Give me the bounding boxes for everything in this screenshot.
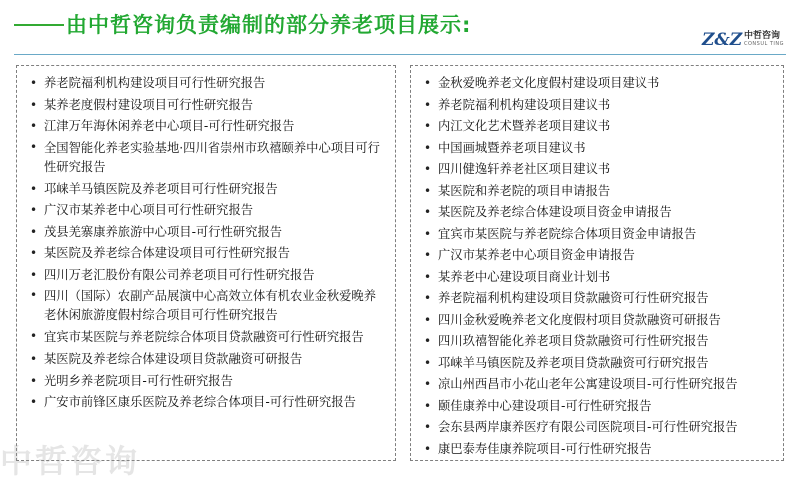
- list-item: [17, 392, 395, 414]
- list-item-label: 某养老中心建设项目商业计划书: [438, 269, 611, 284]
- list-item: [411, 73, 783, 95]
- list-item-label: 四川健逸轩养老社区项目建议书: [438, 162, 611, 176]
- bullet-icon: •: [30, 97, 38, 112]
- bullet-icon: •: [424, 398, 432, 413]
- list-item: [411, 288, 783, 310]
- list-item-label: 某医院及养老综合体建设项目可行性研究报告: [44, 246, 290, 260]
- list-item-label: 会东县两岸康养医疗有限公司医院项目-可行性研究报告: [438, 420, 738, 434]
- list-item: [17, 73, 395, 95]
- list-item: [411, 353, 783, 375]
- list-item-label: 某医院及养老综合体建设项目资金申请报告: [438, 205, 672, 219]
- list-item: [411, 396, 783, 418]
- bullet-icon: •: [30, 395, 38, 409]
- list-item-label: 养老院福利机构建设项目可行性研究报告: [44, 76, 266, 90]
- bullet-icon: •: [424, 441, 432, 456]
- bullet-icon: •: [424, 377, 432, 391]
- bullet-icon: •: [424, 226, 432, 241]
- right-project-list: [411, 66, 783, 460]
- list-item: [17, 243, 395, 265]
- list-item-label: 颐佳康养中心建设项目-可行性研究报告: [438, 398, 652, 413]
- list-item-label: 广安市前锋区康乐医院及养老综合体项目-可行性研究报告: [44, 395, 356, 409]
- bullet-icon: •: [30, 181, 38, 196]
- left-project-panel: [16, 65, 396, 461]
- list-item-label: 邛崃羊马镇医院及养老项目贷款融资可行研究报告: [438, 355, 709, 370]
- bullet-icon: •: [424, 312, 432, 327]
- list-item: [411, 267, 783, 289]
- bullet-icon: •: [30, 119, 38, 133]
- bullet-icon: •: [30, 76, 38, 90]
- company-logo: [702, 28, 785, 54]
- list-item-label: 某养老度假村建设项目可行性研究报告: [44, 97, 254, 112]
- bullet-icon: •: [30, 139, 38, 154]
- watermark-text: 中哲咨询: [0, 442, 141, 480]
- list-item: [17, 349, 395, 371]
- bullet-icon: •: [424, 97, 432, 112]
- list-item-label: 茂县羌寨康养旅游中心项目-可行性研究报告: [44, 224, 283, 239]
- bullet-icon: •: [424, 205, 432, 219]
- bullet-icon: •: [30, 203, 38, 217]
- bullet-icon: •: [30, 329, 38, 343]
- list-item-label: 四川玖禧智能化养老项目贷款融资可行性研究报告: [438, 334, 709, 348]
- list-item-label: 四川（国际）农副产品展演中心高效立体有机农业金秋爱晚养老休闲旅游度假村综合项目可行性研究报告: [44, 289, 377, 322]
- bullet-icon: •: [424, 355, 432, 370]
- bullet-icon: •: [424, 76, 432, 90]
- list-item-label: 某医院和养老院的项目申请报告: [438, 183, 611, 198]
- list-item: [411, 374, 783, 396]
- list-item: [411, 310, 783, 332]
- bullet-icon: •: [30, 352, 38, 366]
- list-item: [17, 265, 395, 287]
- bullet-icon: •: [30, 288, 38, 302]
- logo-mark: Z&Z: [702, 30, 743, 50]
- list-item-label: 康巴泰寿佳康养院项目-可行性研究报告: [438, 441, 652, 456]
- list-item-label: 宜宾市某医院与养老院综合体项目贷款融资可行性研究报告: [44, 330, 364, 344]
- list-item-label: 邛崃羊马镇医院及养老项目可行性研究报告: [44, 181, 278, 196]
- left-project-list: [17, 66, 395, 414]
- bullet-icon: •: [30, 246, 38, 260]
- list-item: [411, 181, 783, 203]
- list-item-label: 广汉市某养老中心项目可行性研究报告: [44, 203, 254, 217]
- logo-english-name: CONSUL TING: [744, 41, 785, 47]
- list-item: [411, 202, 783, 224]
- list-item: [17, 95, 395, 117]
- list-item-label: 金秋爱晚养老文化度假村建设项目建议书: [438, 76, 660, 90]
- list-item-label: 光明乡养老院项目-可行性研究报告: [44, 373, 233, 388]
- list-item: [17, 286, 395, 327]
- bullet-icon: •: [30, 373, 38, 388]
- list-item: [17, 179, 395, 201]
- list-item-label: 养老院福利机构建设项目建议书: [438, 97, 611, 112]
- list-item: [17, 116, 395, 138]
- list-item-label: 凉山州西昌市小花山老年公寓建设项目-可行性研究报告: [438, 377, 738, 391]
- list-item: [411, 138, 783, 160]
- bullet-icon: •: [424, 291, 432, 305]
- bullet-icon: •: [30, 267, 38, 282]
- list-item-label: 四川金秋爱晚养老文化度假村项目贷款融资可研报告: [438, 312, 721, 327]
- list-item-label: 养老院福利机构建设项目贷款融资可行性研究报告: [438, 291, 709, 305]
- right-project-panel: [410, 65, 784, 461]
- list-item: [411, 95, 783, 117]
- header-divider: [14, 54, 786, 55]
- list-item: [17, 222, 395, 244]
- list-item: [17, 327, 395, 349]
- page-title: 由中哲咨询负责编制的部分养老项目展示:: [66, 13, 472, 37]
- list-item: [411, 417, 783, 439]
- list-item: [411, 159, 783, 181]
- bullet-icon: •: [424, 248, 432, 262]
- list-item-label: 中国画城暨养老项目建议书: [438, 140, 586, 155]
- bullet-icon: •: [424, 119, 432, 133]
- bullet-icon: •: [424, 269, 432, 284]
- logo-chinese-name: 中哲咨询: [744, 31, 781, 41]
- list-item: [17, 138, 395, 179]
- list-item: [411, 116, 783, 138]
- list-item-label: 全国智能化养老实验基地·四川省崇州市玖禧颐养中心项目可行性研究报告: [44, 140, 380, 174]
- list-item: [411, 331, 783, 353]
- bullet-icon: •: [424, 420, 432, 434]
- bullet-icon: •: [30, 224, 38, 239]
- bullet-icon: •: [424, 334, 432, 348]
- list-item: [17, 200, 395, 222]
- list-item-label: 广汉市某养老中心项目资金申请报告: [438, 248, 635, 262]
- bullet-icon: •: [424, 140, 432, 155]
- bullet-icon: •: [424, 162, 432, 176]
- title-decoration-line: [14, 24, 64, 26]
- list-item-label: 内江文化艺术暨养老项目建议书: [438, 119, 611, 133]
- list-item-label: 宜宾市某医院与养老院综合体项目资金申请报告: [438, 226, 697, 241]
- list-item: [411, 224, 783, 246]
- list-item: [17, 371, 395, 393]
- list-item: [411, 439, 783, 461]
- list-item-label: 某医院及养老综合体建设项目贷款融资可研报告: [44, 352, 303, 366]
- list-item-label: 江津万年海休闲养老中心项目-可行性研究报告: [44, 119, 295, 133]
- bullet-icon: •: [424, 183, 432, 198]
- list-item: [411, 245, 783, 267]
- list-item-label: 四川万老汇股份有限公司养老项目可行性研究报告: [44, 267, 315, 282]
